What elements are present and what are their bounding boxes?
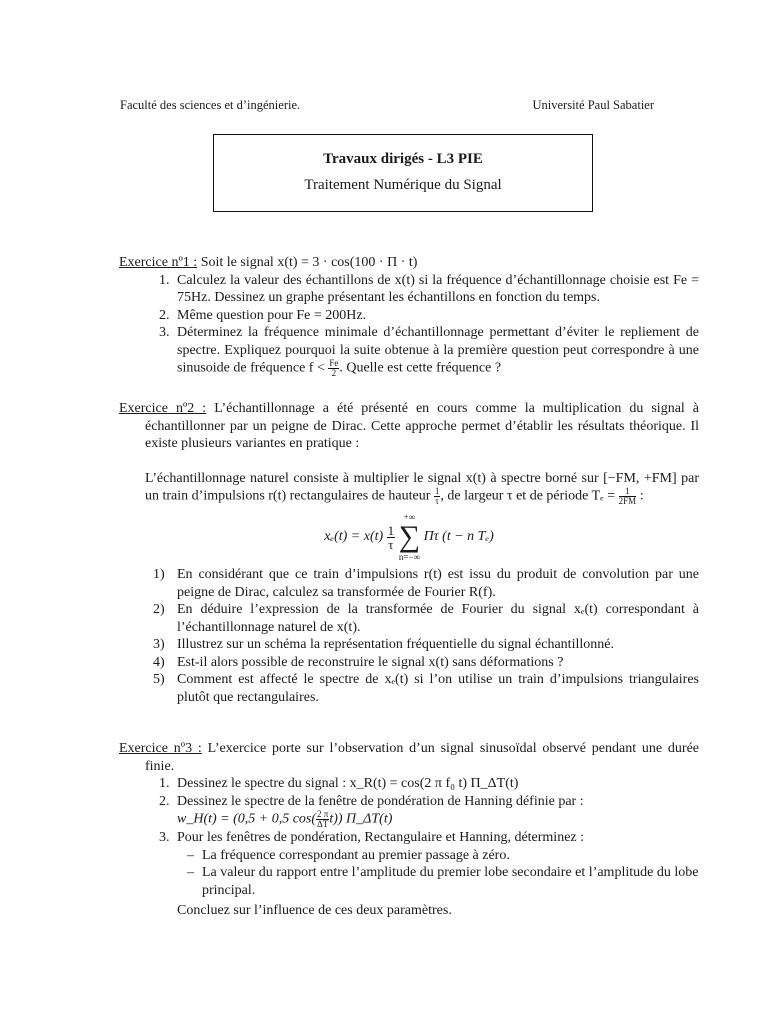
list-item-number: 1. (159, 776, 170, 791)
fraction-one-over-tau: $\frac{1}{\tau}$ (434, 486, 440, 506)
paragraph-text: L’échantillonnage naturel consiste à multiplier le signal x(t) à spectre borné sur [−FM, +FM] par un train d’impulsions r(t) rectangulaires de hauteur (145, 470, 699, 504)
fraction-one-over-2fm: $\frac{1}{2FM}$ (618, 486, 637, 506)
exercise-2-label: Exercice nº2 : (119, 401, 207, 416)
exercise-1-intro (119, 254, 699, 272)
exercise-1-intro-text: Soit le signal x(t) = 3 · cos(100 · Π · t) (200, 255, 418, 270)
dash-bullet: – (187, 847, 194, 863)
list-item-number: 2) (153, 602, 165, 617)
list-item-text: Illustrez sur un schéma la représentation fréquentielle du signal échantillonné. (177, 637, 614, 652)
list-item-text: En déduire l’expression de la transformée de Fourier du signal xₑ(t) correspondant à l’échantillonnage naturel de x(t). (177, 602, 699, 635)
list-item-number: 1) (153, 567, 165, 582)
exercise-3-conclusion: Concluez sur l’influence de ces deux paramètres. (177, 903, 452, 918)
equation-fraction: $\frac{1}{\tau}$ (387, 522, 395, 552)
list-item-number: 5) (153, 672, 165, 687)
list-item-text: Dessinez le spectre de la fenêtre de pondération de Hanning définie par : (177, 793, 584, 809)
list-item-number: 2. (159, 307, 170, 323)
list-item (119, 324, 699, 378)
equation-rhs: Πτ (t − n Tₑ) (423, 529, 494, 545)
list-item-number: 1. (159, 272, 170, 288)
list-item (119, 793, 699, 830)
header-faculty: Faculté des sciences et d’ingénierie. (120, 98, 301, 112)
list-item-text: Calculez la valeur des échantillons de x(t) si la fréquence d’échantillonnage choisie est Fe = 75Hz. Dessinez un graphe présentant les échantillons en fonction du temps. (177, 272, 699, 305)
list-item (119, 636, 699, 654)
list-item-text: Même question pour Fe = 200Hz. (177, 307, 367, 323)
header-university: Université Paul Sabatier (532, 98, 654, 112)
document-subtitle: Traitement Numérique du Signal (304, 177, 502, 193)
list-item-text: Est-il alors possible de reconstruire le signal x(t) sans déformations ? (177, 654, 564, 670)
list-item (119, 272, 699, 307)
list-item (119, 671, 699, 706)
hanning-formula: w_H(t) = (0,5 + 0,5 cos( (177, 811, 317, 827)
exercise-2-intro (119, 400, 699, 453)
exercise-3-label: Exercice nº3 : (119, 741, 202, 756)
list-item-text: Pour les fenêtres de pondération, Rectangulaire et Hanning, déterminez : (177, 830, 585, 845)
list-item-text: Dessinez le spectre du signal : x_R(t) = cos(2 π f₀ t) Π_ΔT(t) (177, 776, 519, 791)
list-item-number: 2. (159, 793, 170, 809)
exercise-3 (119, 740, 699, 920)
sub-list-item-text: La fréquence correspondant au premier passage à zéro. (202, 847, 510, 863)
exercise-1-label: Exercice nº1 : (119, 255, 198, 270)
hanning-formula-end: t)) Π_ΔT(t) (329, 811, 393, 827)
list-item-text: Déterminez la fréquence minimale d’échantillonnage permettant d’éviter le repliement de spectre. Expliquez pourquoi la suite obtenue à la première question peut correspondre à une sinusoide de fréquence f < (177, 325, 699, 376)
paragraph-text-2: , de largeur τ et de période Tₑ = (440, 488, 616, 504)
equation-lhs: xₑ(t) = x(t) (324, 529, 384, 545)
title-box (213, 134, 593, 212)
exercise-2-intro-text: L’échantillonnage a été présenté en cours comme la multiplication du signal à échantillonner par un peigne de Dirac. Cette approche permet d’établir les résultats théorique. Il existe plusieurs variantes en pratique : (145, 401, 700, 451)
fraction-fe-over-2: $\frac{Fe}{2}$ (329, 358, 339, 378)
list-item-text-end: . Quelle est cette fréquence ? (339, 360, 502, 376)
paragraph-text-3: : (636, 488, 644, 504)
list-item-number: 3) (153, 637, 165, 652)
sub-list-item (119, 847, 699, 865)
summation-symbol: +∞ ∑ n=−∞ (398, 512, 421, 562)
exercise-3-intro (119, 740, 699, 775)
list-item (119, 307, 699, 325)
list-item-text: Comment est affecté le spectre de xₑ(t) si l’on utilise un train d’impulsions triangulaires plutôt que rectangulaires. (177, 672, 699, 705)
dash-bullet: – (187, 865, 194, 880)
list-item-number: 3. (159, 830, 170, 845)
sub-list-item-text: La valeur du rapport entre l’amplitude du premier lobe secondaire et l’amplitude du lobe principal. (202, 865, 699, 898)
list-item (119, 829, 699, 847)
list-item-text: En considérant que ce train d’impulsions r(t) est issu du produit de convolution par une peigne de Dirac, calculez sa transformée de Fourier R(f). (177, 567, 699, 600)
list-item (119, 654, 699, 672)
exercise-3-intro-text: L’exercice porte sur l’observation d’un signal sinusoïdal observé pendant une durée finie. (145, 741, 700, 774)
exercise-2-paragraph (119, 470, 699, 507)
exercise-2 (119, 400, 699, 706)
list-item-number: 4) (153, 654, 165, 670)
list-item-number: 3. (159, 325, 170, 340)
document-title: Travaux dirigés - L3 PIE (323, 151, 483, 167)
sub-list-item (119, 864, 699, 899)
sampling-equation (119, 512, 699, 562)
list-item (119, 601, 699, 636)
exercise-1 (119, 254, 699, 378)
list-item (119, 775, 699, 793)
list-item (119, 566, 699, 601)
fraction-2pi-over-deltat: $\frac{2 \pi}{\Delta T}$ (317, 809, 329, 829)
